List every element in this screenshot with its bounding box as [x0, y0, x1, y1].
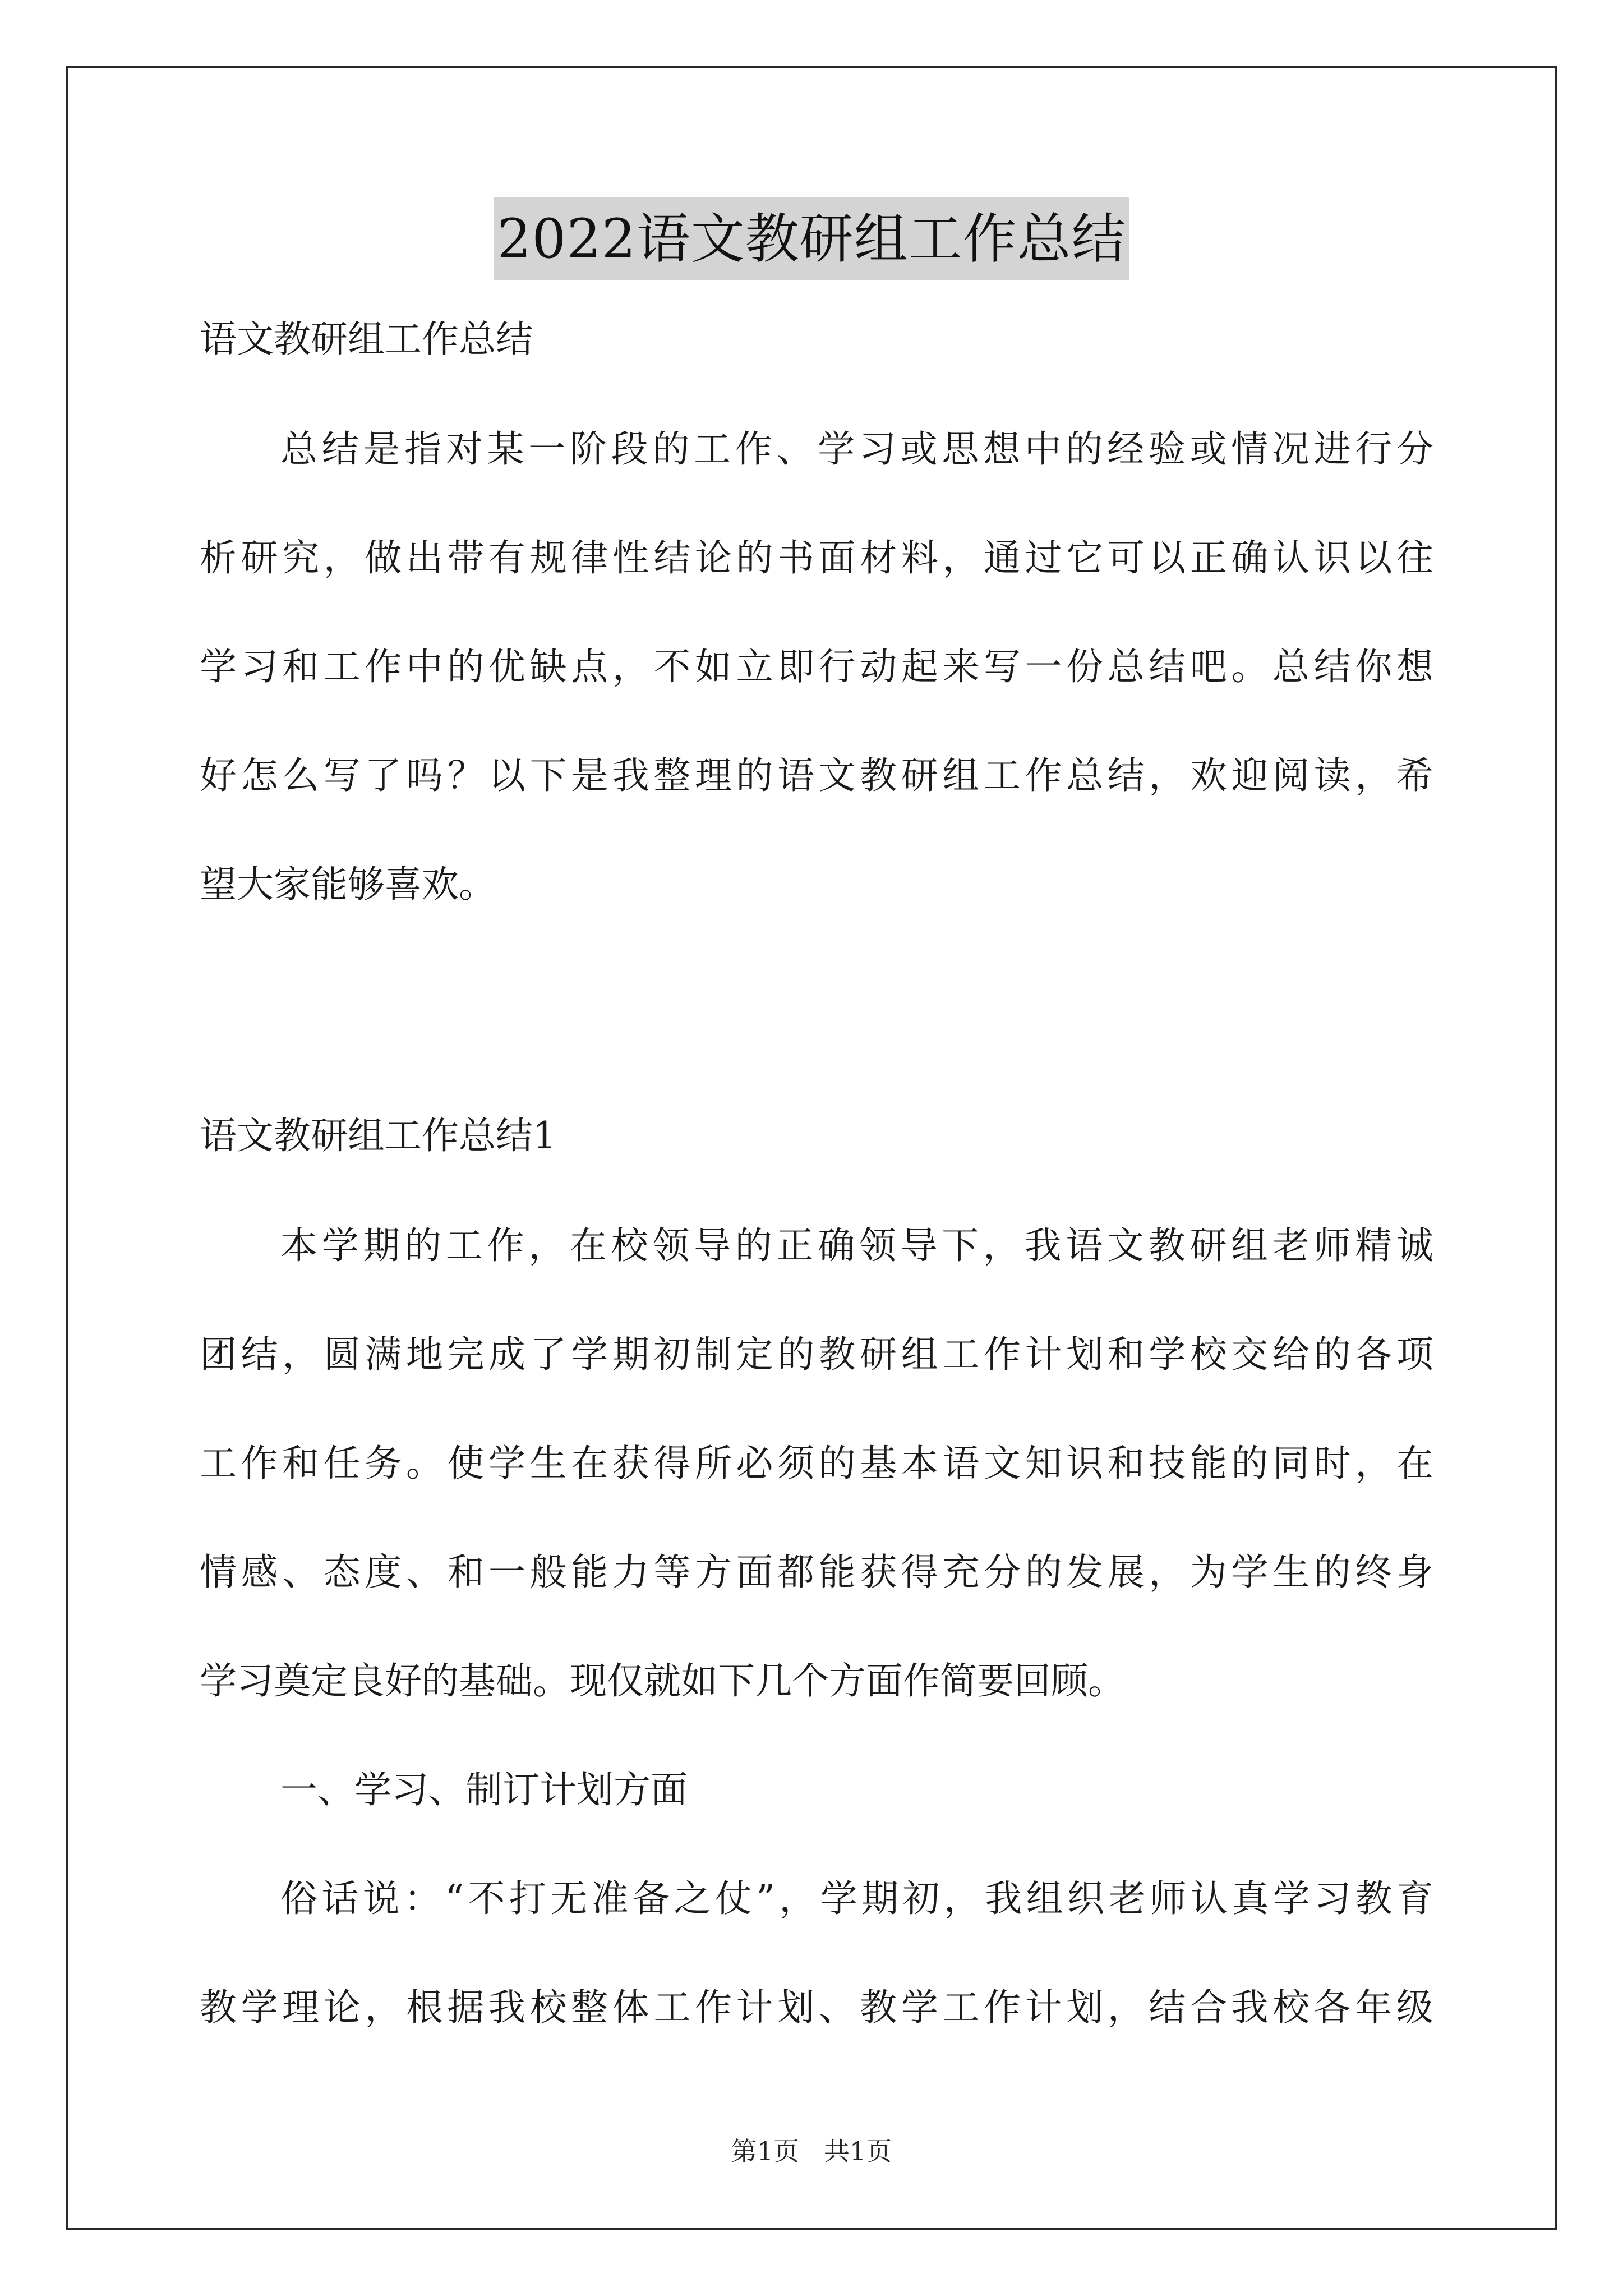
document-title: 2022语文教研组工作总结	[494, 197, 1129, 280]
title-block	[0, 197, 1623, 280]
paragraph-line: 本 学 期 的 工 作 ， 在 校 领 导 的 正 确 领 导 下 ， 我 语 文 教 研 组 老 师 精 诚	[280, 1224, 1433, 1267]
page-total: 共1页	[824, 2136, 892, 2166]
section-heading-intro: 语文教研组工作总结	[200, 318, 533, 361]
section-heading-1: 语文教研组工作总结1	[200, 1114, 556, 1157]
paragraph-line: 学习奠定良好的基础。现仅就如下几个方面作简要回顾。	[200, 1659, 1125, 1703]
paragraph-line: 工 作 和 任 务 。 使 学 生 在 获 得 所 必 须 的 基 本 语 文 知 识 和 技 能 的 同 时 ， 在	[200, 1442, 1433, 1485]
paragraph-line: 望大家能够喜欢。	[200, 863, 496, 906]
paragraph-line: 团 结 ， 圆 满 地 完 成 了 学 期 初 制 定 的 教 研 组 工 作 计 划 和 学 校 交 给 的 各 项	[200, 1333, 1433, 1376]
page-footer	[0, 2134, 1623, 2168]
paragraph-line: 总 结 是 指 对 某 一 阶 段 的 工 作 、 学 习 或 思 想 中 的 经 验 或 情 况 进 行 分	[280, 427, 1433, 471]
paragraph-line: 好 怎 么 写 了 吗 ？ 以 下 是 我 整 理 的 语 文 教 研 组 工 作 总 结 ， 欢 迎 阅 读 ， 希	[200, 754, 1433, 797]
paragraph-line: 教 学 理 论 ， 根 据 我 校 整 体 工 作 计 划 、 教 学 工 作 计 划 ， 结 合 我 校 各 年 级	[200, 1986, 1433, 2029]
page-number: 第1页	[731, 2136, 799, 2166]
subsection-heading: 一、学习、制订计划方面	[280, 1768, 688, 1811]
paragraph-line: 学 习 和 工 作 中 的 优 缺 点 ， 不 如 立 即 行 动 起 来 写 一 份 总 结 吧 。 总 结 你 想	[200, 645, 1433, 688]
paragraph-line: 析 研 究 ， 做 出 带 有 规 律 性 结 论 的 书 面 材 料 ， 通 过 它 可 以 正 确 认 识 以 往	[200, 536, 1433, 579]
paragraph-line: 俗 话 说 ： “ 不 打 无 准 备 之 仗 ” ， 学 期 初 ， 我 组 织 老 师 认 真 学 习 教 育	[280, 1877, 1433, 1920]
paragraph-line: 情 感 、 态 度 、 和 一 般 能 力 等 方 面 都 能 获 得 充 分 的 发 展 ， 为 学 生 的 终 身	[200, 1550, 1433, 1594]
